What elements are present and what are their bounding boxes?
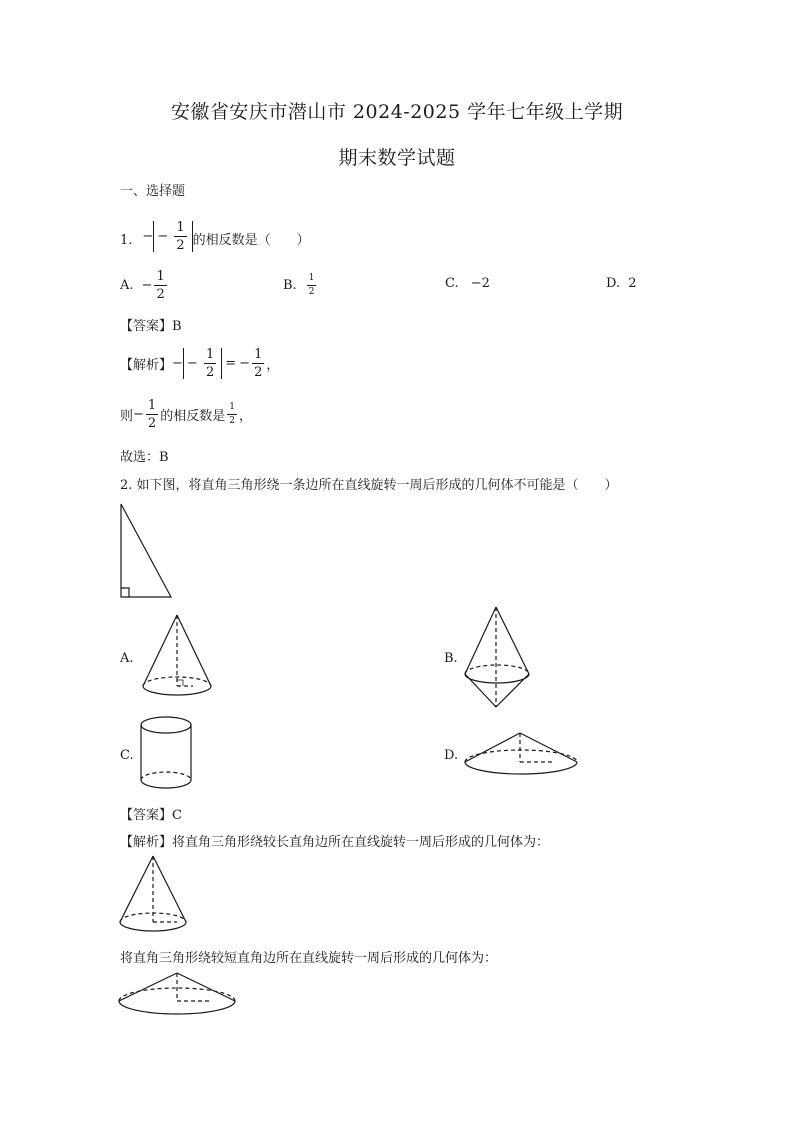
fraction-numerator: 1 [254,346,263,362]
minus-sign: − [186,355,198,371]
fraction-denominator: 2 [156,286,165,302]
right-triangle-figure [115,500,175,600]
fraction-numerator: 1 [176,220,185,235]
choose-line: 故选：B [120,450,169,465]
fraction-numerator: 1 [147,397,157,413]
option-letter: D. [606,276,621,291]
analysis-2: 【解析】将直角三角形绕较长直角边所在直线旋转一周后形成的几何体为： [120,835,550,850]
fraction-numerator: 1 [308,272,315,283]
minus-sign: − [141,277,153,293]
page-title: 安徽省安庆市潜山市 2024-2025 学年七年级上学期 [170,101,624,123]
option-b [283,268,318,302]
analysis-1 [120,342,279,384]
analysis-1-then [120,396,252,432]
comma: ， [238,408,252,424]
comma: ， [266,357,280,373]
answer-2: 【答案】C [120,808,182,823]
absolute-value [153,221,192,252]
fraction-denominator: 2 [308,286,315,297]
then-text: 则 [120,408,134,424]
option-a [120,268,169,302]
absolute-expression [142,221,192,252]
minus-sign: − [157,229,169,244]
minus-sign: − [133,406,144,422]
q2-option-d-label: D. [444,748,459,763]
option-letter: C. [445,276,459,291]
analysis-label: 【解析】 [120,357,173,373]
analysis-2-second: 将直角三角形绕较短直角边所在直线旋转一周后形成的几何体为： [120,951,498,966]
page-subtitle: 期末数学试题 [338,147,456,169]
analysis-cone-figure [115,852,195,938]
minus-sign: − [172,355,183,371]
question-number: 1. [120,233,133,248]
option-c [445,276,490,291]
fraction-denominator: 2 [254,364,263,380]
question-1-tail: 的相反数是（ ） [192,233,310,248]
flat-cone-figure-d [462,728,582,782]
cone-figure-a [138,610,218,702]
minus-sign: − [239,355,251,371]
fraction-denominator: 2 [147,415,157,431]
option-value: −2 [470,276,490,291]
fraction-denominator: 2 [229,415,235,426]
option-d [606,276,637,291]
q2-option-a-label: A. [120,651,134,666]
option-letter: B. [283,277,297,293]
option-letter: A. [120,277,134,293]
option-value: 2 [628,276,637,291]
answer-1: 【答案】B [120,319,182,334]
then-middle-text: 的相反数是 [160,408,226,424]
equals-sign: = [225,355,237,371]
fraction-numerator: 1 [229,401,235,412]
fraction-denominator: 2 [205,364,215,380]
double-cone-figure-b [462,604,534,710]
question-2-stem: 2. 如下图，将直角三角形绕一条边所在直线旋转一周后形成的几何体不可能是（ ） [120,478,618,493]
section-heading: 一、选择题 [120,184,186,199]
analysis-flat-cone-figure [115,968,240,1020]
question-1-stem [120,208,310,252]
absolute-value [183,348,222,379]
fraction-numerator: 1 [156,268,165,284]
cylinder-figure-c [138,714,198,794]
q2-option-c-label: C. [120,748,134,763]
q2-option-b-label: B. [444,651,458,666]
fraction-numerator: 1 [205,346,215,362]
fraction-denominator: 2 [176,238,185,253]
minus-sign: − [142,229,154,244]
